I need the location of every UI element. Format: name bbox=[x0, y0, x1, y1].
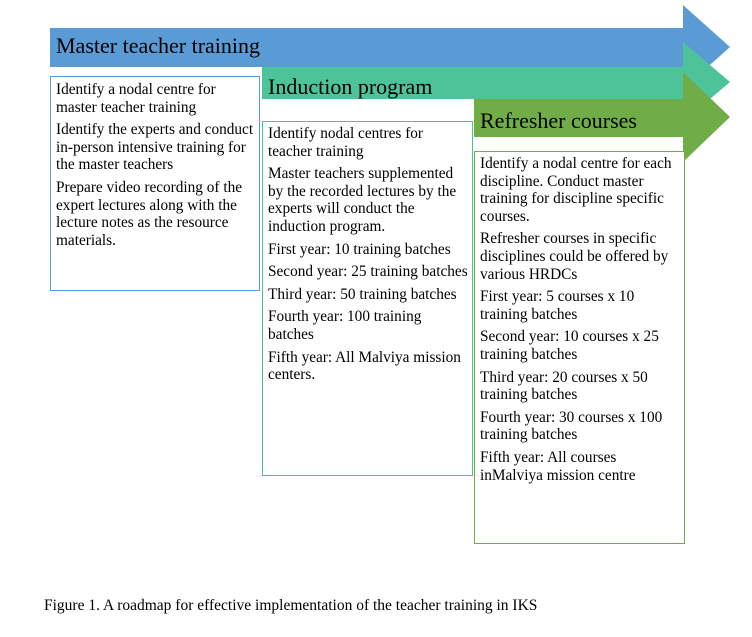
list-item: Identify nodal centres for teacher training bbox=[268, 125, 424, 160]
refresher-courses-box bbox=[474, 151, 685, 544]
master-teacher-training-title: Master teacher training bbox=[56, 33, 261, 58]
list-item: Refresher courses in specific disciplines could be offered by various HRDCs bbox=[480, 230, 669, 283]
list-item: Fourth year: 30 courses x 100 training batches bbox=[480, 408, 663, 444]
list-item: Prepare video recording of the expert lectures along with the lecture notes as the resource materials. bbox=[56, 178, 243, 249]
list-item: Identify a nodal centre for each discipline. Conduct master training for discipline specific courses. bbox=[480, 155, 672, 225]
list-item: Second year: 25 training batches bbox=[268, 263, 468, 281]
induction-program-box bbox=[262, 121, 473, 476]
list-item: First year: 5 courses x 10 training batches bbox=[480, 288, 635, 323]
figure-caption: Figure 1. A roadmap for effective implementation of the teacher training in IKS bbox=[44, 597, 538, 614]
list-item: Master teachers supplemented by the recorded lectures by the experts will conduct the induction program. bbox=[268, 165, 457, 235]
list-item: Second year: 10 courses x 25 training batches bbox=[480, 328, 659, 363]
list-item: Identify the experts and conduct in-person intensive training for the master teachers bbox=[56, 121, 254, 174]
list-item: Identify a nodal centre for master teacher training bbox=[56, 81, 216, 116]
list-item: Fifth year: All Malviya mission centers. bbox=[268, 348, 461, 384]
refresher-courses-title: Refresher courses bbox=[480, 108, 637, 133]
list-item: Third year: 50 training batches bbox=[268, 285, 457, 303]
list-item: First year: 10 training batches bbox=[268, 240, 451, 258]
list-item: Fifth year: All courses inMalviya mission centre bbox=[480, 448, 636, 484]
list-item: Third year: 20 courses x 50 training batches bbox=[480, 368, 648, 404]
list-item: Fourth year: 100 training batches bbox=[268, 308, 422, 343]
master-teacher-training-box bbox=[50, 76, 260, 291]
induction-program-title: Induction program bbox=[268, 74, 433, 99]
